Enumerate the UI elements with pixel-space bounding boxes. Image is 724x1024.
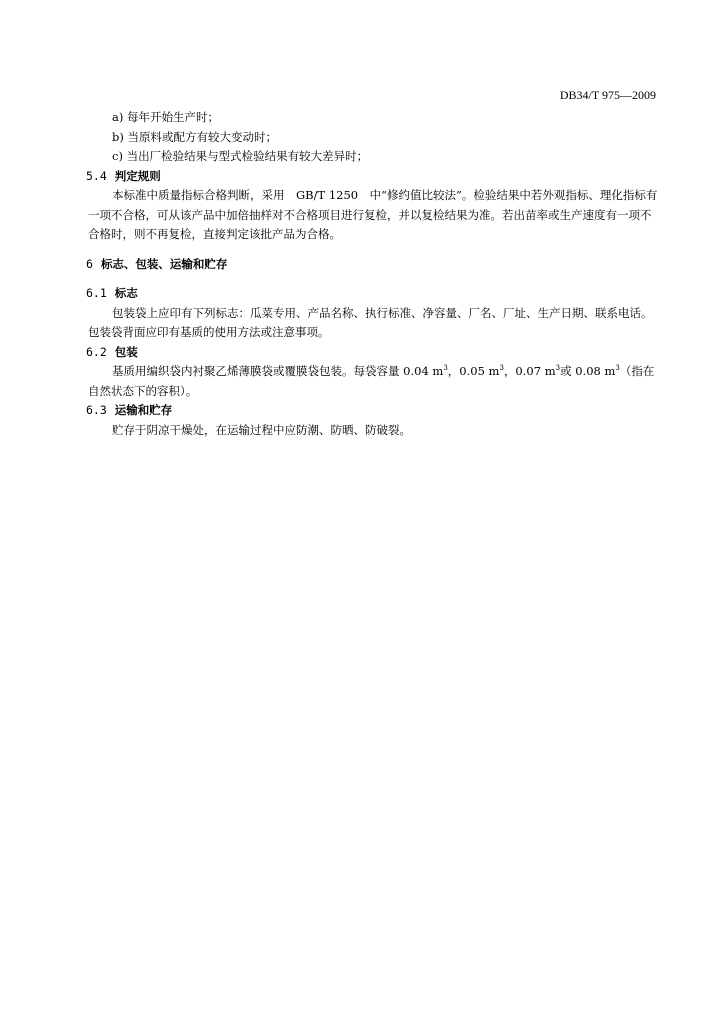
- superscript: 3: [615, 364, 620, 373]
- section-heading-6-3: [86, 401, 658, 421]
- section-number: 6.1: [86, 286, 107, 300]
- section-number: 6.3: [86, 403, 107, 417]
- section-title: 运输和贮存: [114, 403, 173, 417]
- superscript: 3: [443, 364, 448, 373]
- paragraph-marking: 包装袋上应印有下列标志：瓜菜专用、产品名称、执行标准、净容量、厂名、厂址、生产日期、联系电话。包装袋背面应印有基质的使用方法或注意事项。: [88, 305, 653, 339]
- section-number: 6: [86, 256, 93, 271]
- section-title: 判定规则: [114, 168, 161, 183]
- section-title: 标志: [114, 286, 138, 300]
- section-heading-6-2: [86, 343, 658, 363]
- superscript: 3: [499, 364, 504, 373]
- list-item: b) 当原料或配方有较大变动时；: [112, 129, 278, 144]
- section-number: 5.4: [86, 168, 107, 183]
- spacer: [88, 245, 658, 255]
- packaging-text: 或 0.08 m: [560, 364, 616, 378]
- section-title: 标志、包装、运输和贮存: [100, 256, 228, 271]
- section-heading-5-4: [86, 167, 658, 187]
- packaging-text: ，0.05 m: [447, 364, 500, 378]
- document-body: [88, 108, 658, 440]
- spacer: [88, 274, 658, 284]
- packaging-text: ，0.07 m: [503, 364, 556, 378]
- section-number: 6.2: [86, 344, 107, 359]
- superscript: 3: [555, 364, 561, 373]
- packaging-text: 基质用编织袋内衬聚乙烯薄膜袋或覆膜袋包装。每袋容量 0.04 m: [112, 364, 444, 378]
- section-title: 包装: [114, 344, 138, 359]
- paragraph-judgment-rules: 本标准中质量指标合格判断，采用 GB/T 1250 中“修约值比较法”。检验结果中若外观指标、理化指标有一项不合格，可从该产品中加倍抽样对不合格项目进行复检，并以复检结果为准。若出苗率或生产速度有一项不合格时，则不再复检，直接判定该批产品为合格。: [88, 188, 658, 241]
- paragraph-packaging: [88, 362, 658, 401]
- packaging-text: （指在自然状态下的容积）。: [88, 364, 655, 398]
- paragraph-storage: 贮存于阴凉干燥处，在运输过程中应防潮、防晒、防破裂。: [112, 422, 411, 437]
- section-heading-6-1: [86, 284, 658, 304]
- standard-code: DB34/T 975—2009: [559, 88, 656, 102]
- list-item: c) 当出厂检验结果与型式检验结果有较大差异时；: [112, 149, 369, 163]
- section-heading-6: [86, 255, 658, 275]
- list-item: a) 每年开始生产时；: [112, 110, 219, 124]
